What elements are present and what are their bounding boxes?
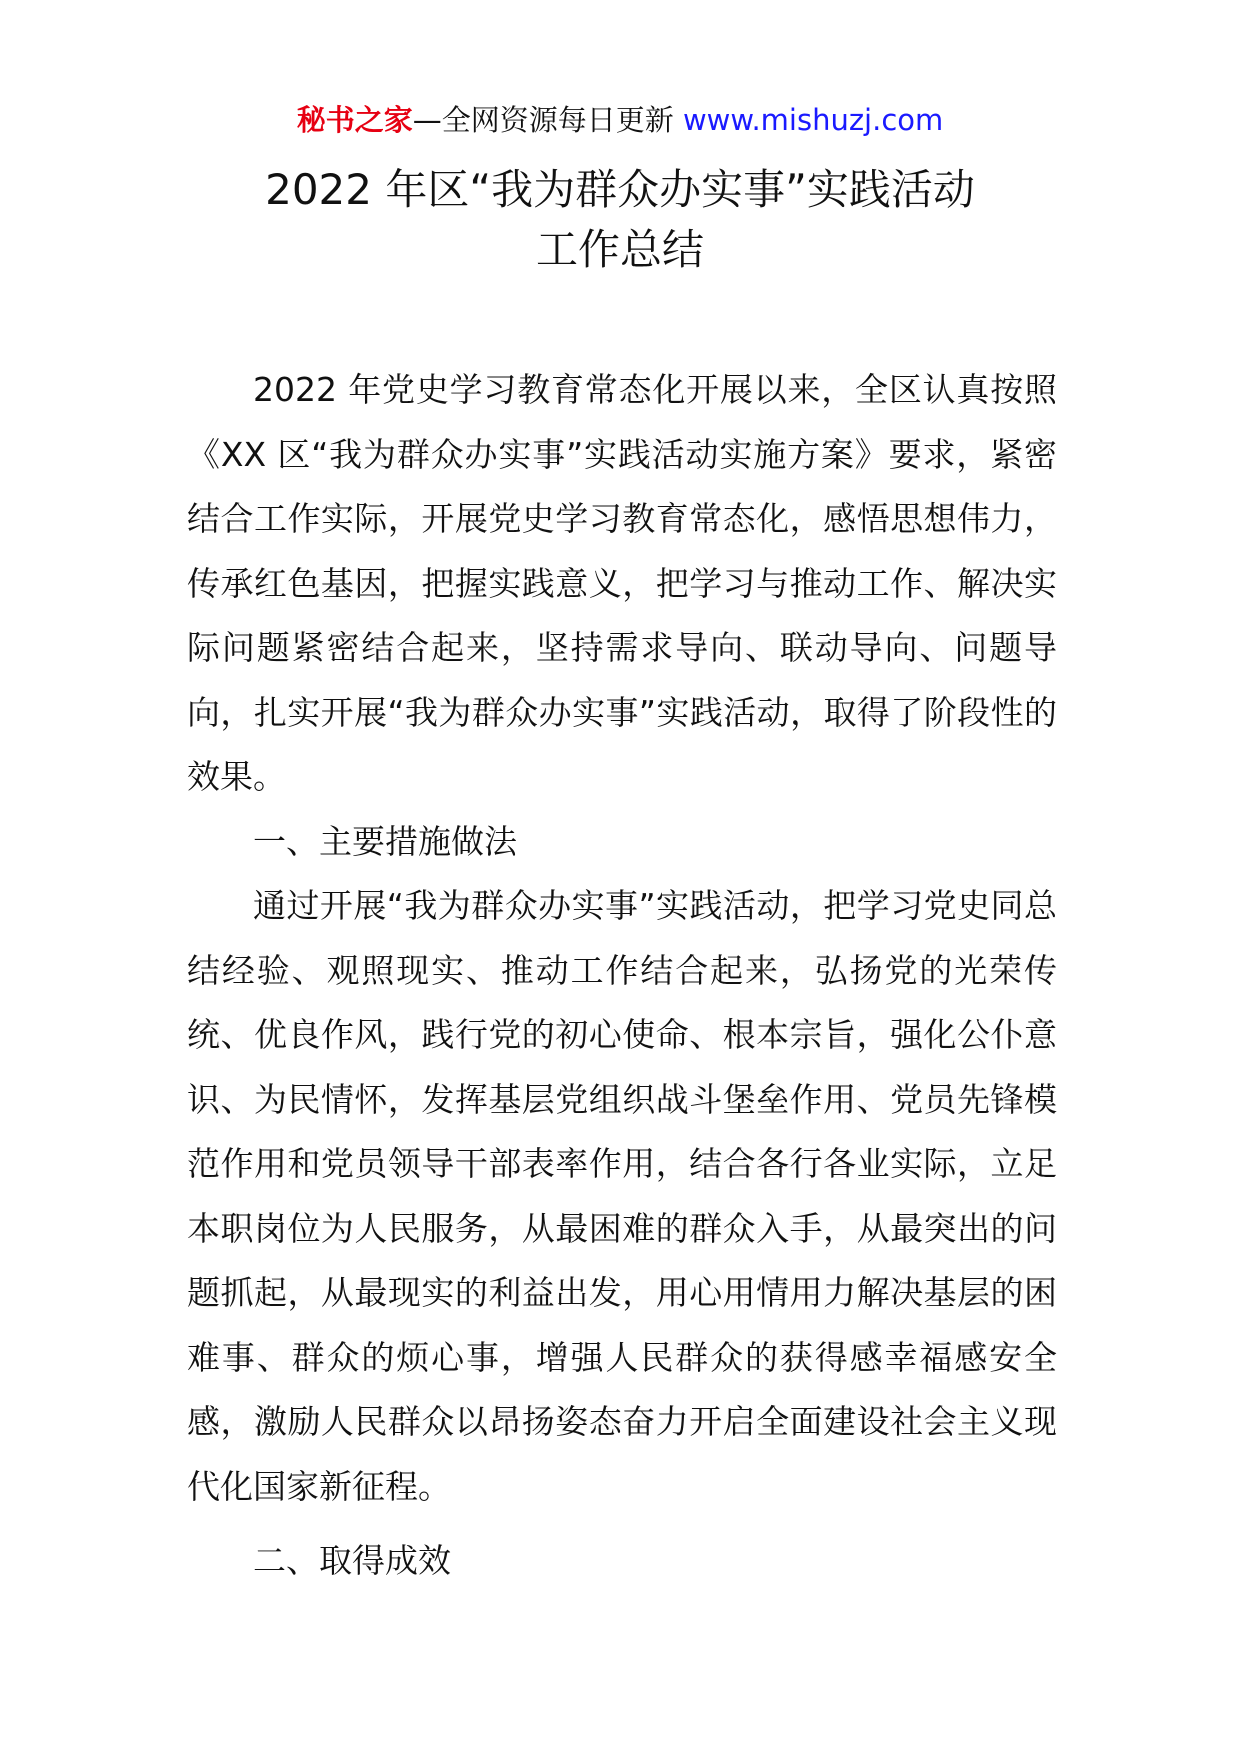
section-heading-results: 二、取得成效 [253, 1541, 451, 1580]
measures-paragraph: 通过开展“我为群众办实事”实践活动，把学习党史同总结经验、观照现实、推动工作结合起来，弘扬党的光荣传统、优良作风，践行党的初心使命、根本宗旨，强化公仆意识、为民情怀，发挥基层党组织战斗堡垒作用、党员先锋模范作用和党员领导干部表率作用，结合各行各业实际，立足本职岗位为人民服务，从最困难的群众入手，从最突出的问题抓起，从最现实的利益出发，用心用情用力解决基层的困难事、群众的烦心事，增强人民群众的获得感幸福感安全感，激励人民群众以昂扬姿态奋力开启全面建设社会主义现代化国家新征程。 [187, 886, 1057, 1506]
document-body [187, 358, 1057, 1594]
site-header [0, 100, 1240, 140]
intro-paragraph: 2022 年党史学习教育常态化开展以来，全区认真按照《XX 区“我为群众办实事”实践活动实施方案》要求，紧密结合工作实际，开展党史学习教育常态化，感悟思想伟力，传承红色基因，把握实践意义，把学习与推动工作、解决实际问题紧密结合起来，坚持需求导向、联动导向、问题导向，扎实开展“我为群众办实事”实践活动，取得了阶段性的效果。 [187, 370, 1057, 796]
section-heading-measures: 一、主要措施做法 [253, 821, 517, 861]
brand-name: 秘书之家 [296, 103, 413, 137]
site-url[interactable]: www.mishuzj.com [682, 103, 944, 137]
title-line-1: 2022 年区“我为群众办实事”实践活动 [265, 165, 975, 214]
document-title [0, 160, 1240, 280]
header-tagline: —全网资源每日更新 [412, 103, 674, 137]
title-line-2: 工作总结 [535, 225, 704, 274]
